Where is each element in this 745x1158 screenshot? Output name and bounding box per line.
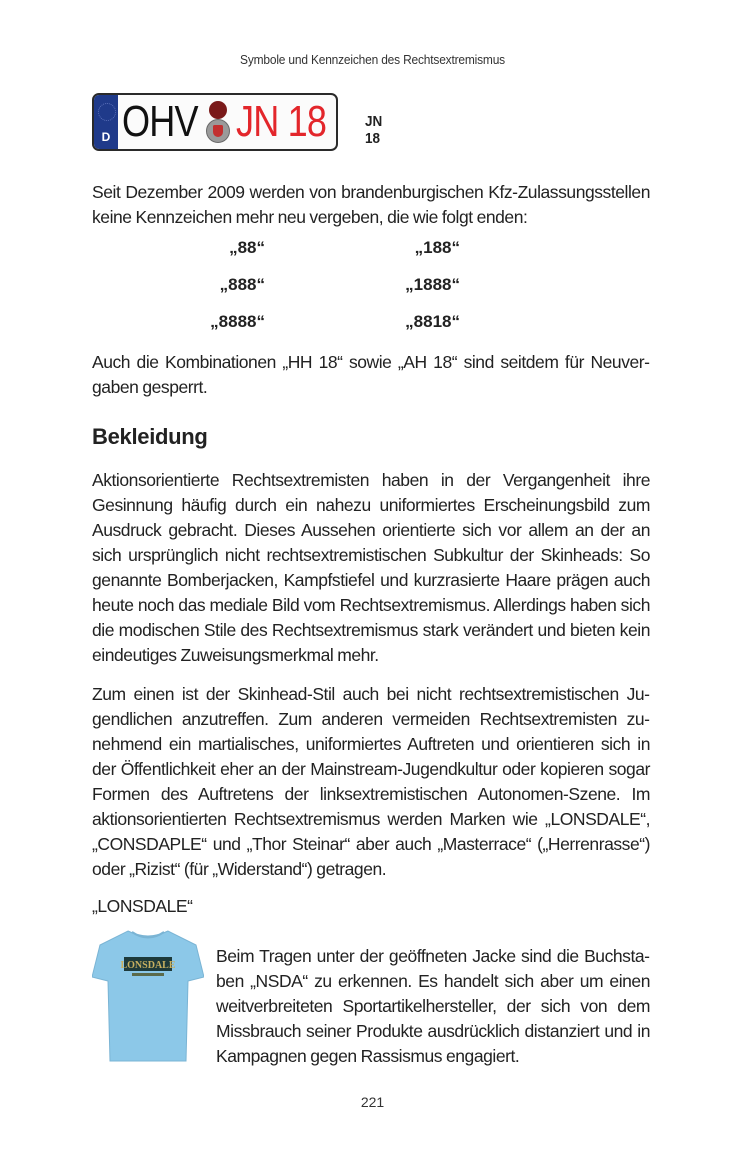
intro-paragraph <box>92 180 650 230</box>
brand-description <box>216 944 650 1069</box>
eu-band <box>94 95 118 149</box>
plate-caption: JN 18 <box>365 113 383 147</box>
country-code: D <box>101 130 111 144</box>
license-plate-image <box>92 93 338 151</box>
combinations-text: Auch die Kombinationen „HH 18“ sowie „AH 18“ sind seitdem für Neuvergaben gesperrt. <box>92 352 650 397</box>
banned-ending: „188“ <box>414 238 460 257</box>
lonsdale-tshirt-image <box>92 925 204 1065</box>
combinations-paragraph <box>92 350 650 400</box>
banned-endings-list <box>180 238 480 349</box>
banned-ending: „88“ <box>229 238 265 257</box>
banned-endings-row <box>180 275 480 312</box>
page-number: 221 <box>360 1094 385 1110</box>
inspection-seal-icon <box>209 101 227 119</box>
banned-ending: „888“ <box>219 275 265 294</box>
banned-endings-row <box>180 238 480 275</box>
svg-text:LONSDALE: LONSDALE <box>120 960 176 971</box>
plate-city-code: OHV <box>122 97 198 146</box>
brand-label-text: „LONSDALE“ <box>92 896 193 916</box>
banned-ending: „1888“ <box>405 275 460 294</box>
tshirt-icon <box>92 925 204 1065</box>
intro-text: Seit Dezember 2009 werden von brandenburgischen Kfz-Zulassungsstellen keine Kennzeichen mehr neu vergeben, die wie folgt enden: <box>92 182 650 227</box>
paragraph-text: Zum einen ist der Skinhead-Stil auch bei nicht rechtsextremistischen Jugendlichen anzutreffen. Zum anderen vermeiden Rechtsextremisten zunehmend ein martialisches, uniformiertes Auftreten und orientieren sich in der Öffentlichkeit eher an der Mainstream-Jugendkultur oder kopieren sogar Formen des Auftretens der linksextremistischen Autonomen-Szene. Im aktionsorientierten Rechtsextremismus werden Marken wie „LONSDALE“, „CONSDAPLE“ und „Thor Steinar“ aber auch „Masterrace“ („Herrenrasse“) oder „Rizist“ (für „Widerstand“) getragen. <box>92 684 650 879</box>
body-paragraph-1 <box>92 468 650 668</box>
paragraph-text: Aktionsorientierte Rechtsextremisten haben in der Vergangenheit ihre Gesinnung häufig durch ein nahezu uniformiertes Erscheinungsbild zum Ausdruck gebracht. Dieses Aussehen orientierte sich vor allem an der an sich ursprünglich nicht rechtsextremistischen Subkultur der Skinheads: So genannte Bomberjacken, Kampfstiefel und kurzrasierte Haare prägen auch heute noch das mediale Bild vom Rechtsextremismus. Allerdings haben sich die modischen Stile des Rechtsextremismus stark verändert und bieten kein eindeutiges Zuweisungsmerkmal mehr. <box>92 470 650 665</box>
brand-description-text: Beim Tragen unter der geöffneten Jacke sind die Buchstaben „NSDA“ zu erkennen. Es handelt sich aber um einen weitverbreiteten Sportartikelhersteller, der sich von dem Missbrauch seiner Produkte ausdrücklich distanziert und in Kampagnen gegen Rassismus engagiert. <box>216 946 650 1066</box>
banned-endings-row <box>180 312 480 349</box>
body-paragraph-2 <box>92 682 650 882</box>
plate-number: JN 18 <box>236 97 327 146</box>
banned-ending: „8888“ <box>210 312 265 331</box>
state-seal-icon <box>206 119 230 143</box>
banned-ending: „8818“ <box>405 312 460 331</box>
running-header: Symbole und Kennzeichen des Rechtsextremismus <box>240 52 505 67</box>
eu-stars-icon <box>98 103 116 121</box>
brand-label <box>92 894 650 919</box>
section-heading: Bekleidung <box>92 424 208 449</box>
